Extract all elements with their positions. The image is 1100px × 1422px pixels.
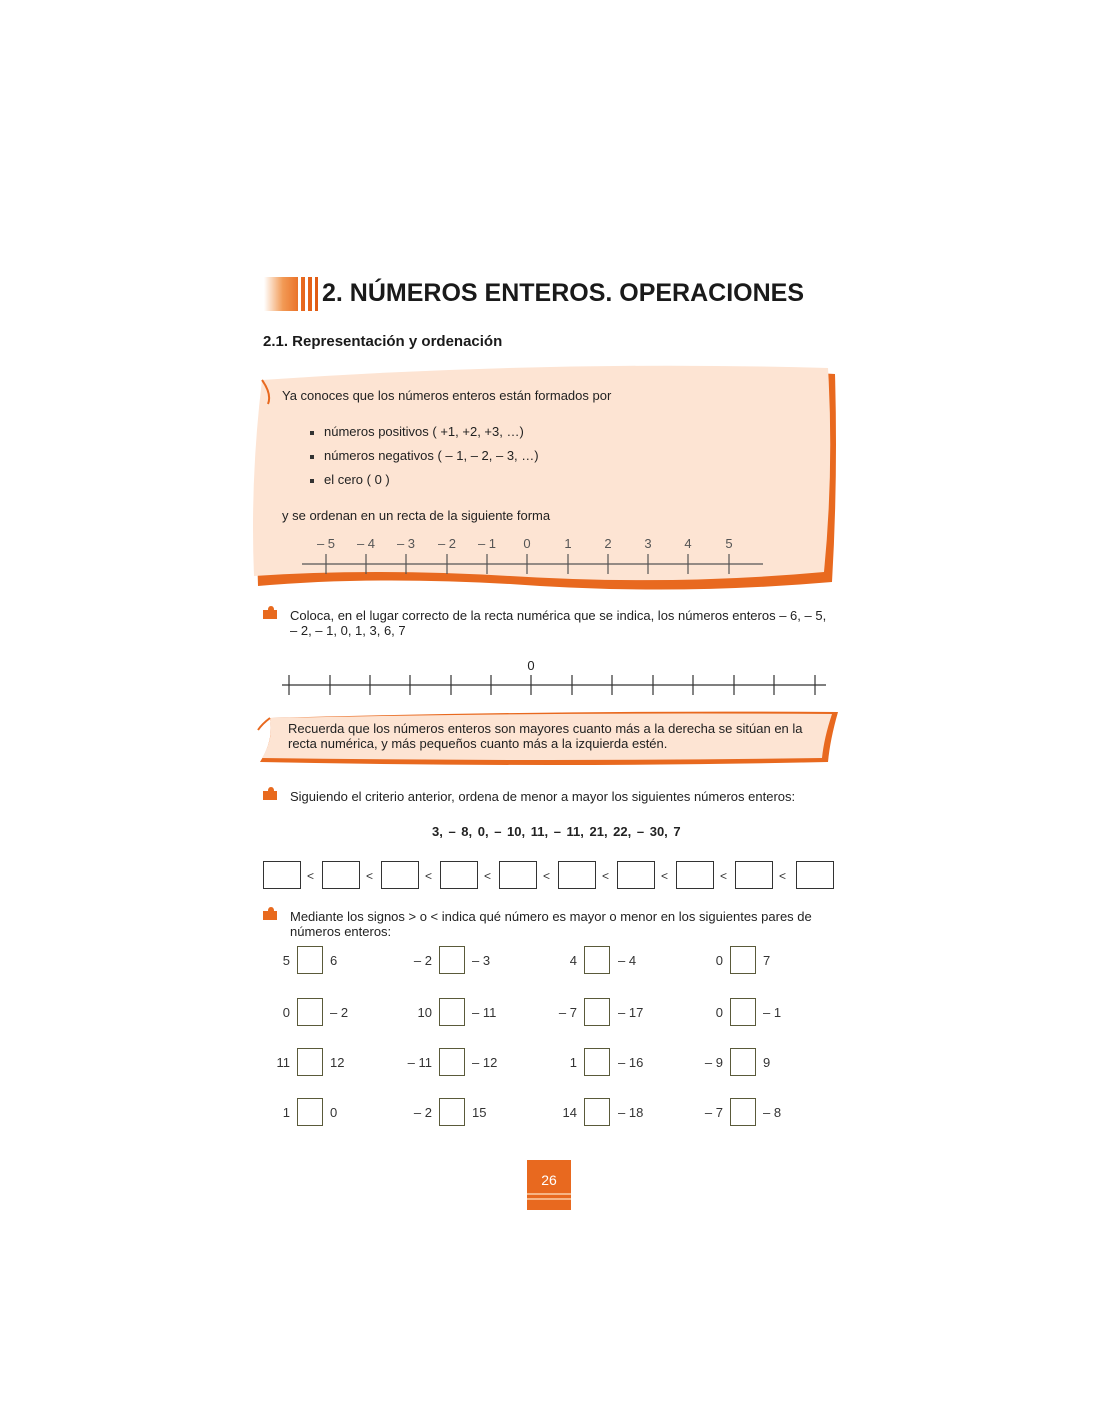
comparison-answer-box[interactable]: [297, 1098, 323, 1126]
number-line-label: 3: [644, 536, 652, 551]
pair-right-number: 12: [330, 1055, 345, 1070]
number-line-label: 2: [604, 536, 612, 551]
pair-left-number: 5: [282, 953, 290, 968]
pair-right-number: 7: [763, 953, 771, 968]
order-answer-box[interactable]: [381, 861, 419, 889]
pair-right-number: – 12: [472, 1055, 498, 1070]
pair-right-number: – 8: [763, 1105, 782, 1120]
comparison-answer-box[interactable]: [297, 1048, 323, 1076]
puzzle-icon: [262, 605, 278, 620]
exercise1-zero-label: 0: [527, 658, 535, 673]
less-than-sign: <: [779, 869, 787, 883]
pair-right-number: – 1: [763, 1005, 782, 1020]
comparison-answer-box[interactable]: [584, 1098, 610, 1126]
number-line-label: 0: [523, 536, 531, 551]
pair-left-number: 10: [417, 1005, 432, 1020]
page-number-stripe: [527, 1193, 571, 1195]
pair-left-number: 4: [569, 953, 577, 968]
pair-left-number: 1: [282, 1105, 290, 1120]
number-line-label: – 5: [316, 536, 336, 551]
page-number: 26: [541, 1172, 557, 1188]
page-number-stripe: [527, 1198, 571, 1200]
pair-left-number: 11: [276, 1055, 290, 1070]
pair-right-number: 15: [472, 1105, 487, 1120]
number-line-label: – 2: [437, 536, 457, 551]
pair-left-number: – 7: [558, 1005, 577, 1020]
puzzle-icon: [262, 786, 278, 801]
number-line-label: 4: [684, 536, 692, 551]
reminder-line1: Recuerda que los números enteros son mayores cuanto más a la derecha se sitúan en la: [288, 721, 803, 736]
comparison-answer-box[interactable]: [730, 998, 756, 1026]
less-than-sign: <: [661, 869, 669, 883]
bullet-text: el cero ( 0 ): [324, 472, 390, 487]
less-than-sign: <: [720, 869, 728, 883]
number-line-label: – 4: [356, 536, 376, 551]
comparison-answer-box[interactable]: [584, 1048, 610, 1076]
pair-right-number: – 3: [472, 953, 491, 968]
pair-left-number: 1: [569, 1055, 577, 1070]
order-answer-box[interactable]: [676, 861, 714, 889]
pair-left-number: 14: [562, 1105, 577, 1120]
comparison-answer-box[interactable]: [297, 946, 323, 974]
bullet-item: [310, 448, 539, 463]
less-than-sign: <: [602, 869, 610, 883]
less-than-sign: <: [543, 869, 551, 883]
comparison-answer-box[interactable]: [730, 1048, 756, 1076]
pair-left-number: – 11: [407, 1055, 432, 1070]
number-line-label: – 3: [396, 536, 416, 551]
pair-right-number: – 2: [330, 1005, 349, 1020]
pair-right-number: – 4: [618, 953, 637, 968]
comparison-answer-box[interactable]: [297, 998, 323, 1026]
order-answer-box[interactable]: [617, 861, 655, 889]
reminder-line2: recta numérica, y más pequeños cuanto más a la izquierda estén.: [288, 736, 668, 751]
number-sequence: 3, – 8, 0, – 10, 11, – 11, 21, 22, – 30, 7: [432, 824, 681, 839]
exercise1-number-line[interactable]: [280, 674, 828, 696]
comparison-answer-box[interactable]: [584, 998, 610, 1026]
less-than-sign: <: [425, 869, 433, 883]
intro-text: Ya conoces que los números enteros están formados por: [282, 388, 612, 403]
order-answer-box[interactable]: [263, 861, 301, 889]
order-answer-box[interactable]: [558, 861, 596, 889]
pair-right-number: 0: [330, 1105, 338, 1120]
bullet-item: [310, 424, 524, 439]
exercise2-instruction: Siguiendo el criterio anterior, ordena de menor a mayor los siguientes números enteros:: [290, 789, 796, 804]
comparison-answer-box[interactable]: [439, 946, 465, 974]
section-subtitle: 2.1. Representación y ordenación: [263, 333, 503, 350]
number-line-label: 5: [725, 536, 733, 551]
less-than-sign: <: [307, 869, 315, 883]
bullet-text: números positivos ( +1, +2, +3, …): [324, 424, 524, 439]
pair-right-number: 6: [330, 953, 338, 968]
exercise1-line2: – 2, – 1, 0, 1, 3, 6, 7: [290, 623, 406, 638]
pair-left-number: 0: [282, 1005, 290, 1020]
page-number-badge: [527, 1160, 571, 1210]
bullet-marker: [310, 455, 314, 459]
comparison-answer-box[interactable]: [439, 1048, 465, 1076]
pair-left-number: 0: [715, 953, 723, 968]
comparison-answer-box[interactable]: [439, 1098, 465, 1126]
exercise1-line1: Coloca, en el lugar correcto de la recta numérica que se indica, los números enteros – 6, – 5,: [290, 608, 827, 623]
title-accent-bar: [264, 277, 318, 311]
order-answer-box[interactable]: [440, 861, 478, 889]
order-answer-box[interactable]: [499, 861, 537, 889]
comparison-answer-box[interactable]: [439, 998, 465, 1026]
pair-left-number: 0: [715, 1005, 723, 1020]
order-answer-box[interactable]: [735, 861, 773, 889]
pair-right-number: – 11: [472, 1005, 497, 1020]
number-line-label: 1: [564, 536, 572, 551]
pair-left-number: – 7: [704, 1105, 723, 1120]
order-answer-box[interactable]: [322, 861, 360, 889]
bullet-marker: [310, 431, 314, 435]
bullet-item: [310, 472, 390, 487]
pair-right-number: – 18: [618, 1105, 644, 1120]
puzzle-icon: [262, 906, 278, 921]
pair-left-number: – 2: [413, 1105, 432, 1120]
bullet-marker: [310, 479, 314, 483]
less-than-sign: <: [484, 869, 492, 883]
closing-text: y se ordenan en un recta de la siguiente forma: [282, 508, 551, 523]
comparison-answer-box[interactable]: [584, 946, 610, 974]
bullet-text: números negativos ( – 1, – 2, – 3, …): [324, 448, 539, 463]
comparison-answer-box[interactable]: [730, 946, 756, 974]
number-line-label: – 1: [477, 536, 497, 551]
pair-left-number: – 2: [413, 953, 432, 968]
exercise3-line1: Mediante los signos > o < indica qué número es mayor o menor en los siguientes pares de: [290, 909, 812, 924]
less-than-sign: <: [366, 869, 374, 883]
comparison-answer-box[interactable]: [730, 1098, 756, 1126]
pair-right-number: – 17: [618, 1005, 644, 1020]
exercise3-line2: números enteros:: [290, 924, 392, 939]
intro-number-line: [300, 552, 766, 576]
pair-right-number: 9: [763, 1055, 771, 1070]
order-answer-box[interactable]: [796, 861, 834, 889]
page-title: 2. NÚMEROS ENTEROS. OPERACIONES: [322, 279, 805, 307]
pair-left-number: – 9: [704, 1055, 723, 1070]
pair-right-number: – 16: [618, 1055, 644, 1070]
